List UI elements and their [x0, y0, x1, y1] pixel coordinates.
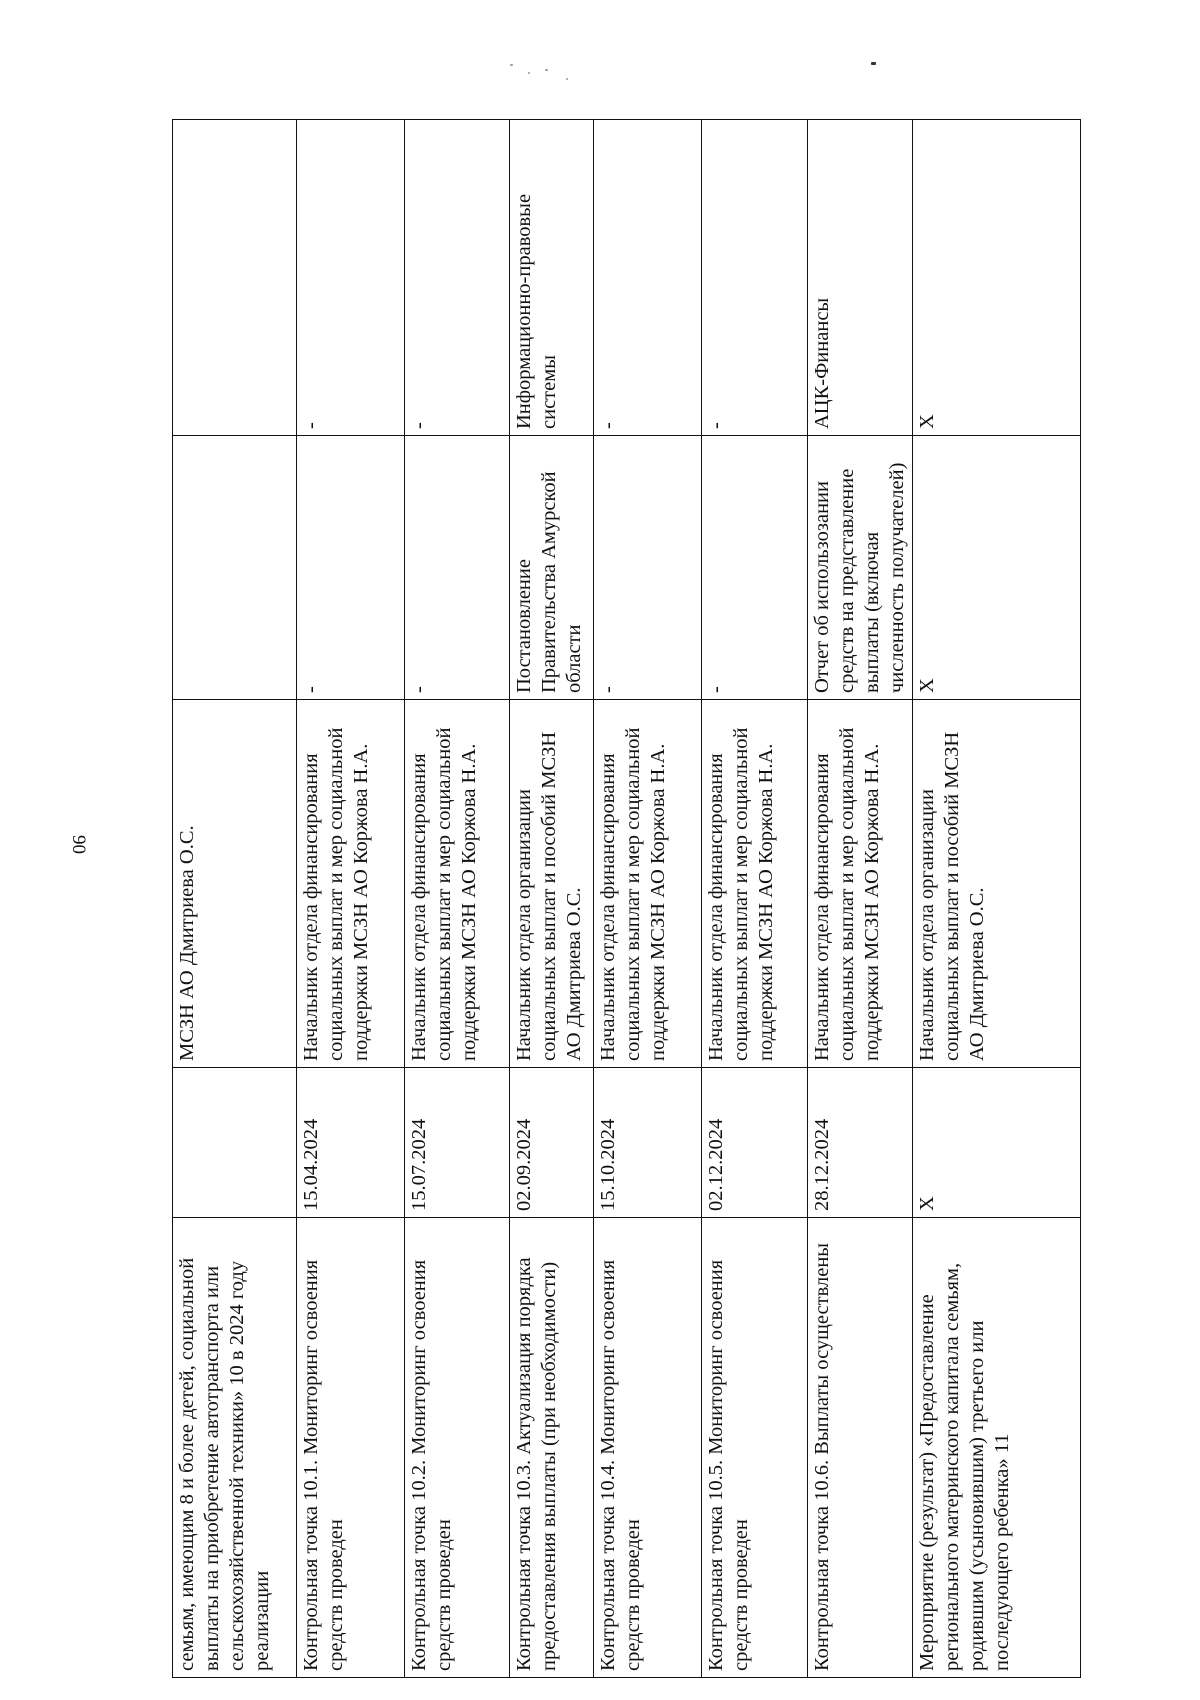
scan-speck: [510, 64, 513, 66]
table-row: [173, 120, 297, 1678]
information-system-cell: -: [405, 120, 510, 436]
event-name-cell: Контрольная точка 10.6. Выплаты осуществлены: [808, 1218, 913, 1678]
information-system-cell: [173, 120, 297, 436]
scan-speck: [545, 69, 548, 71]
deadline-cell: [173, 1068, 297, 1218]
deadline-cell: 28.12.2024: [808, 1068, 913, 1218]
scan-speck: [871, 62, 876, 65]
scan-speck: [528, 72, 530, 74]
page-number: 90: [68, 835, 89, 854]
measures-table: [172, 119, 1081, 1678]
deadline-cell: 15.07.2024: [405, 1068, 510, 1218]
deadline-cell: 02.09.2024: [510, 1068, 594, 1218]
event-name-cell: семьям, имеющим 8 и более детей, социальной выплаты на приобретение автотранспорта или сельскохозяйственной техники» 10 в 2024 году реализации: [173, 1218, 297, 1678]
event-name-cell: Контрольная точка 10.4. Мониторинг освоения средств проведен: [594, 1218, 702, 1678]
document-cell: -: [594, 436, 702, 700]
event-name-cell: Контрольная точка 10.3. Актуализация порядка предоставления выплаты (при необходимости): [510, 1218, 594, 1678]
responsible-cell: Начальник отдела финансирования социальных выплат и мер социальной поддержки МСЗН АО Коржова Н.А.: [594, 700, 702, 1068]
responsible-cell: Начальник отдела финансирования социальных выплат и мер социальной поддержки МСЗН АО Коржова Н.А.: [297, 700, 405, 1068]
event-name-cell: Контрольная точка 10.5. Мониторинг освоения средств проведен: [702, 1218, 808, 1678]
event-name-cell: Контрольная точка 10.2. Мониторинг освоения средств проведен: [405, 1218, 510, 1678]
information-system-cell: X: [913, 120, 1081, 436]
document-cell: Постановление Правительства Амурской области: [510, 436, 594, 700]
responsible-cell: Начальник отдела организации социальных выплат и пособий МСЗН АО Дмитриева О.С.: [913, 700, 1081, 1068]
document-cell: -: [405, 436, 510, 700]
document-cell: [173, 436, 297, 700]
deadline-cell: X: [913, 1068, 1081, 1218]
scan-speck: [566, 78, 568, 80]
responsible-cell: Начальник отдела финансирования социальных выплат и мер социальной поддержки МСЗН АО Коржова Н.А.: [808, 700, 913, 1068]
document-cell: Отчет об использозании средств на представление выплаты (включая численность получателей): [808, 436, 913, 700]
deadline-cell: 15.10.2024: [594, 1068, 702, 1218]
information-system-cell: Информационно-правовые системы: [510, 120, 594, 436]
document-cell: X: [913, 436, 1081, 700]
event-name-cell: Контрольная точка 10.1. Мониторинг освоения средств проведен: [297, 1218, 405, 1678]
information-system-cell: -: [297, 120, 405, 436]
table-row: [405, 120, 510, 1678]
table-row: [510, 120, 594, 1678]
table-row: [297, 120, 405, 1678]
table-row: [594, 120, 702, 1678]
document-cell: -: [297, 436, 405, 700]
event-name-cell: Мероприятие (результат) «Предоставление регионального материнского капитала семьям, родившим (усыновившим) третьего или последующего ребенка» 11: [913, 1218, 1081, 1678]
responsible-cell: Начальник отдела финансирования социальных выплат и мер социальной поддержки МСЗН АО Коржова Н.А.: [405, 700, 510, 1068]
document-cell: -: [702, 436, 808, 700]
deadline-cell: 02.12.2024: [702, 1068, 808, 1218]
table-row: [702, 120, 808, 1678]
information-system-cell: АЦК-Финансы: [808, 120, 913, 436]
table-row: [808, 120, 913, 1678]
table-row: [913, 120, 1081, 1678]
responsible-cell: МСЗН АО Дмитриева О.С.: [173, 700, 297, 1068]
responsible-cell: Начальник отдела организации социальных выплат и пособий МСЗН АО Дмитриева О.С.: [510, 700, 594, 1068]
deadline-cell: 15.04.2024: [297, 1068, 405, 1218]
information-system-cell: -: [594, 120, 702, 436]
responsible-cell: Начальник отдела финансирования социальных выплат и мер социальной поддержки МСЗН АО Коржова Н.А.: [702, 700, 808, 1068]
information-system-cell: -: [702, 120, 808, 436]
